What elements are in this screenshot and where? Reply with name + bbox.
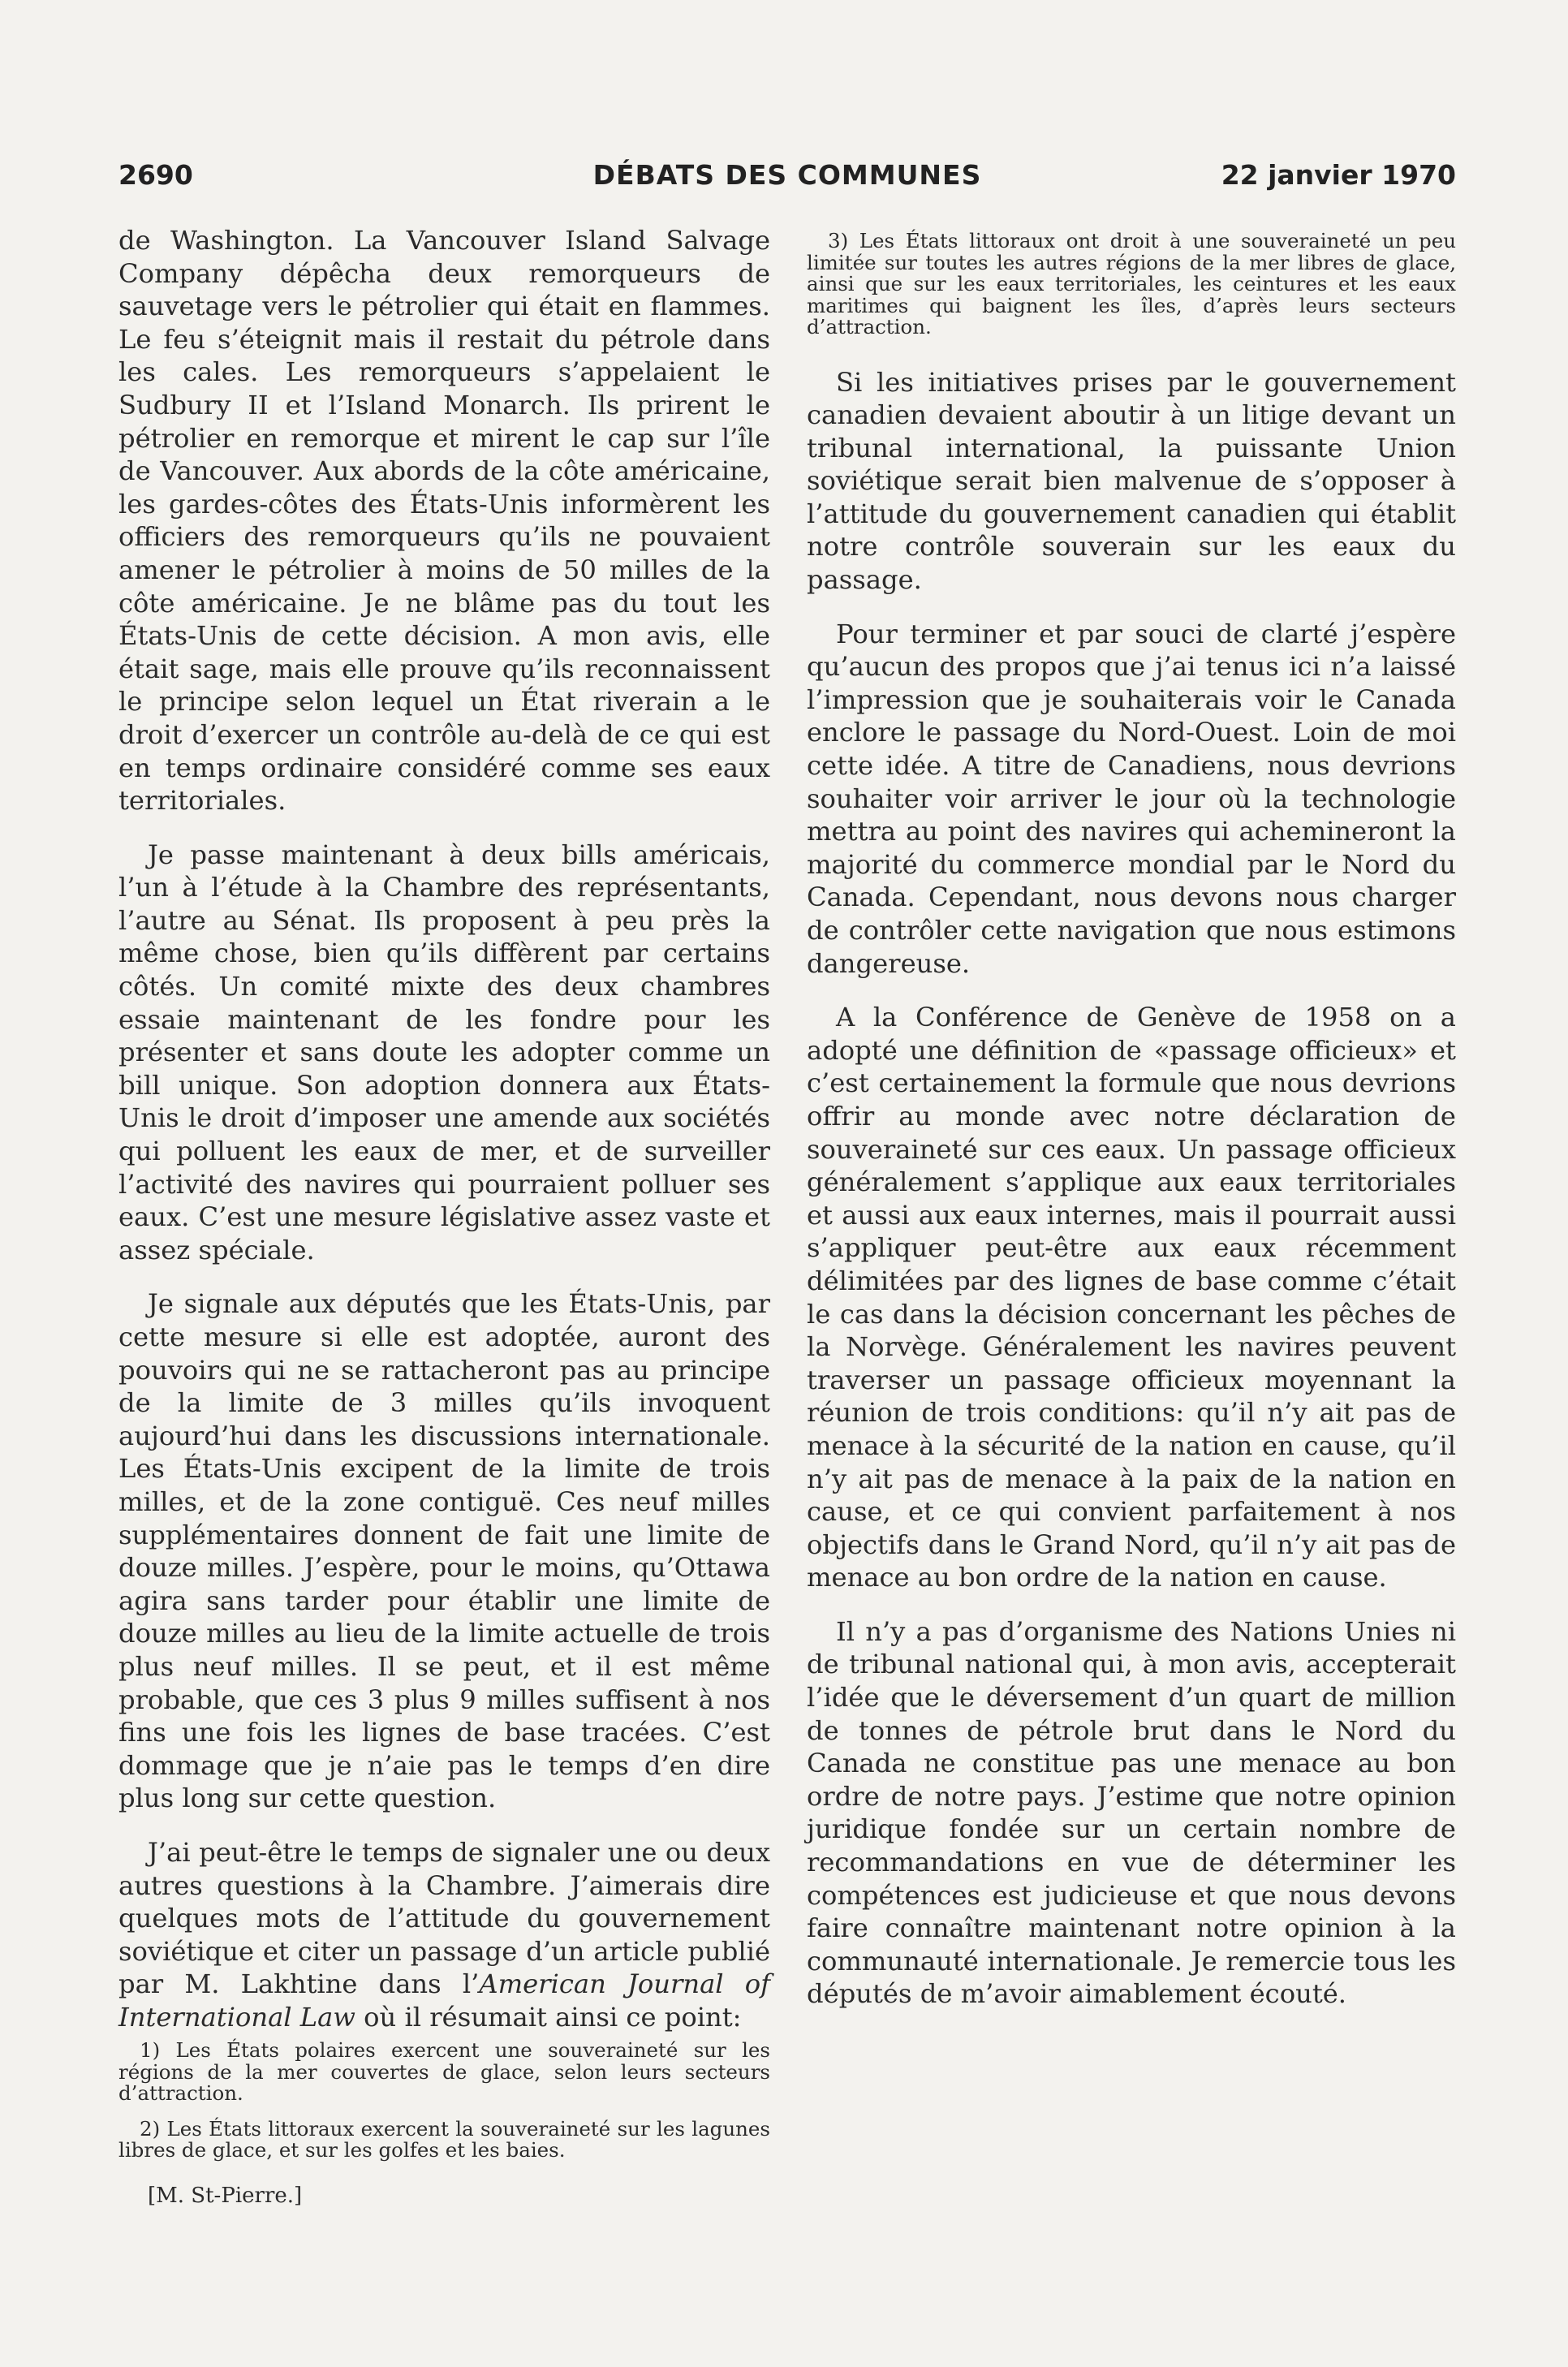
paragraph: Je signale aux députés que les États-Unis, par cette mesure si elle est adoptée, auront des pouvoirs qui ne se rattacheront pas au principe de la limite de 3 milles qu’ils invoquent aujourd’hui dans les discussions internationale. Les États-Unis excipent de la limite de trois milles, et de la zone contiguë. Ces neuf milles supplémentaires donnent de fait une limite de douze milles. J’espère, pour le moins, qu’Ottawa agira sans tarder pour établir une limite de douze milles au lieu de la limite actuelle de trois plus neuf milles. Il se peut, et il est même probable, que ces 3 plus 9 milles suffisent à nos fins une fois les lignes de base tracées. C’est dommage que je n’aie pas le temps d’en dire plus long sur cette question. bbox=[118, 1288, 770, 1814]
paragraph-text: où il résumait ainsi ce point: bbox=[355, 2001, 742, 2033]
quotation-item: 1) Les États polaires exercent une souveraineté sur les régions de la mer couvertes de glace, selon leurs secteurs d’attraction. bbox=[118, 2038, 770, 2106]
journal-title: American Journal of International Law bbox=[118, 1968, 771, 2033]
quotation-block bbox=[118, 2040, 770, 2162]
issue-date: 22 janvier 1970 bbox=[1221, 159, 1456, 191]
left-column bbox=[118, 224, 770, 2213]
quotation-item: 3) Les États littoraux ont droit à une souveraineté un peu limitée sur toutes les autres régions de la mer libres de glace, ainsi que sur les eaux territoriales, les ceintures et les eaux maritimes qui baignent les îles, d’après leurs secteurs d’attraction. bbox=[807, 229, 1456, 338]
paragraph: de Washington. La Vancouver Island Salvage Company dépêcha deux remorqueurs de sauvetage vers le pétrolier qui était en flammes. Le feu s’éteignit mais il restait du pétrole dans les cales. Les remorqueurs s’appelaient le Sudbury II et l’Island Monarch. Ils prirent le pétrolier en remorque et mirent le cap sur l’île de Vancouver. Aux abords de la côte américaine, les gardes-côtes des États-Unis informèrent les officiers des remorqueurs qu’ils ne pouvaient amener le pétrolier à moins de 50 milles de la côte américaine. Je ne blâme pas du tout les États-Unis de cette décision. A mon avis, elle était sage, mais elle prouve qu’ils reconnaissent le principe selon lequel un État riverain a le droit d’exercer un contrôle au-delà de ce qui est en temps ordinaire considéré comme ses eaux territoriales. bbox=[118, 225, 770, 817]
paragraph: A la Conférence de Genève de 1958 on a adopté une définition de «passage officieux» et c’est certainement la formule que nous devrions offrir au monde avec notre déclaration de souveraineté sur ces eaux. Un passage officieux généralement s’applique aux eaux territoriales et aussi aux eaux internes, mais il pourrait aussi s’appliquer peut-être aux eaux récemment délimitées par des lignes de base comme c’était le cas dans la décision concernant les pêches de la Norvège. Généralement les navires peuvent traverser un passage officieux moyennant la réunion de trois conditions: qu’il n’y ait pas de menace à la sécurité de la nation en cause, qu’il n’y ait pas de menace à la paix de la nation en cause, et ce qui convient parfaitement à nos objectifs dans le Grand Nord, qu’il n’y ait pas de menace au bon ordre de la nation en cause. bbox=[807, 1002, 1456, 1593]
paragraph: Pour terminer et par souci de clarté j’espère qu’aucun des propos que j’ai tenus ici n’a laissé l’impression que je souhaiterais voir le Canada enclore le passage du Nord-Ouest. Loin de moi cette idée. A titre de Canadiens, nous devrions souhaiter voir arriver le jour où la technologie mettra au point des navires qui achemineront la majorité du commerce mondial par le Nord du Canada. Cependant, nous devons nous charger de contrôler cette navigation que nous estimons dangereuse. bbox=[807, 618, 1456, 979]
publication-title: DÉBATS DES COMMUNES bbox=[592, 159, 982, 191]
paragraph-text: J’ai peut-être le temps de signaler une ou deux autres questions à la Chambre. J’aimerais dire quelques mots de l’attitude du gouvernement soviétique et citer un passage d’un article publié par M. Lakhtine dans l’ bbox=[118, 1836, 770, 2000]
paragraph: Il n’y a pas d’organisme des Nations Unies ni de tribunal national qui, à mon avis, accepterait l’idée que le déversement d’un quart de million de tonnes de pétrole brut dans le Nord du Canada ne constitue pas une menace au bon ordre de notre pays. J’estime que notre opinion juridique fondée sur un certain nombre de recommandations en vue de déterminer les compétences est judicieuse et que nous devons faire connaître maintenant notre opinion à la communauté internationale. Je remercie tous les députés de m’avoir aimablement écouté. bbox=[807, 1615, 1456, 2010]
paragraph: Je passe maintenant à deux bills américais, l’un à l’étude à la Chambre des représentants, l’autre au Sénat. Ils proposent à peu près la même chose, bien qu’ils diffèrent par certains côtés. Un comité mixte des deux chambres essaie maintenant de les fondre pour les présenter et sans doute les adopter comme un bill unique. Son adoption donnera aux États-Unis le droit d’imposer une amende aux sociétés qui polluent les eaux de mer, et de surveiller l’activité des navires qui pourraient polluer ses eaux. C’est une mesure législative assez vaste et assez spéciale. bbox=[118, 839, 770, 1265]
paragraph: Si les initiatives prises par le gouvernement canadien devaient aboutir à un litige devant un tribunal international, la puissante Union soviétique serait bien malvenue de s’opposer à l’attitude du gouvernement canadien qui établit notre contrôle souverain sur les eaux du passage. bbox=[807, 366, 1456, 596]
page-number: 2690 bbox=[118, 159, 193, 191]
quotation-block bbox=[807, 231, 1456, 338]
quotation-item: 2) Les États littoraux exercent la souveraineté sur les lagunes libres de glace, et sur les golfes et les baies. bbox=[118, 2116, 770, 2162]
speaker-attribution: [M. St-Pierre.] bbox=[148, 2183, 303, 2208]
right-column bbox=[807, 224, 1456, 2011]
paragraph bbox=[118, 1836, 770, 2034]
page-header bbox=[118, 159, 1456, 208]
